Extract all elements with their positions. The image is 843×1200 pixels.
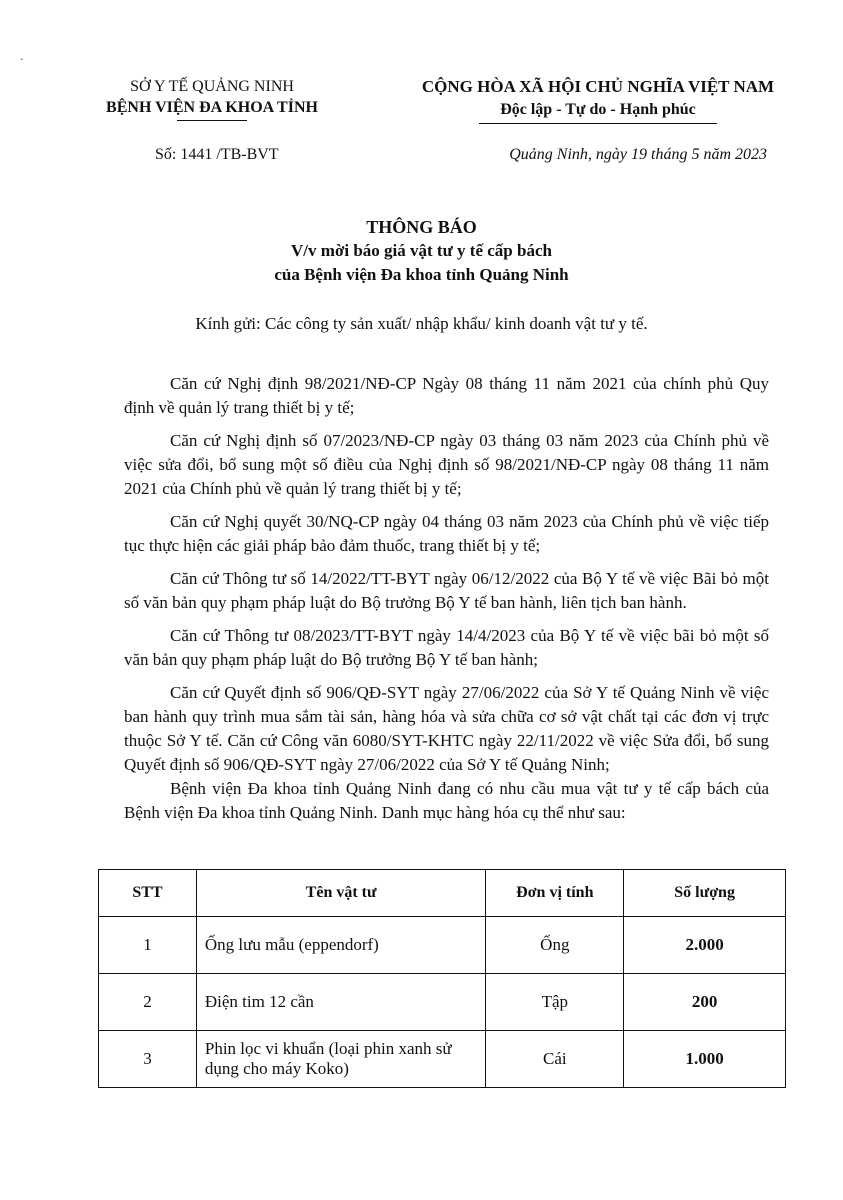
document-date: Quảng Ninh, ngày 19 tháng 5 năm 2023 bbox=[509, 146, 767, 163]
table-row bbox=[99, 974, 786, 1031]
paragraph: Căn cứ Quyết định số 906/QĐ-SYT ngày 27/06/2022 của Sở Y tế Quảng Ninh về việc ban hành quy trình mua sắm tài sản, hàng hóa và sửa chữa cơ sở vật chất tại các đơn vị trực thuộc Sở Y tế. Căn cứ Công văn 6080/SYT-KHTC ngày 22/11/2022 về việc Sửa đổi, bổ sung Quyết định số 906/QĐ-SYT ngày 27/06/2022 của Sở Y tế Quảng Ninh; bbox=[124, 683, 769, 774]
cell-quantity: 200 bbox=[624, 974, 786, 1031]
paragraph: Căn cứ Nghị định số 07/2023/NĐ-CP ngày 03 tháng 03 năm 2023 của Chính phủ về việc sửa đổi, bổ sung một số điều của Nghị định số 98/2021/NĐ-CP ngày 08 tháng 11 năm 2021 của Chính phủ về quản lý trang thiết bị y tế; bbox=[124, 431, 769, 498]
title-subject-1: V/v mời báo giá vật tư y tế cấp bách bbox=[291, 241, 552, 260]
national-header bbox=[398, 76, 798, 124]
title-main: THÔNG BÁO bbox=[366, 217, 477, 237]
cell-quantity: 2.000 bbox=[624, 917, 786, 974]
recipient-line: Kính gửi: Các công ty sản xuất/ nhập khẩu/ kinh doanh vật tư y tế. bbox=[195, 314, 648, 333]
header-unit: Đơn vị tính bbox=[486, 870, 624, 917]
paragraph: Bệnh viện Đa khoa tỉnh Quảng Ninh đang có nhu cầu mua vật tư y tế cấp bách của Bệnh viện Đa khoa tỉnh Quảng Ninh. Danh mục hàng hóa cụ thể như sau: bbox=[124, 779, 769, 822]
cell-item-name: Phin lọc vi khuẩn (loại phin xanh sử dụng cho máy Koko) bbox=[196, 1031, 486, 1088]
document-number: Số: 1441 /TB-BVT bbox=[155, 146, 279, 163]
cell-unit: Ống bbox=[486, 917, 624, 974]
header-item-name: Tên vật tư bbox=[196, 870, 486, 917]
title-subject-2: của Bệnh viện Đa khoa tỉnh Quảng Ninh bbox=[274, 265, 569, 284]
header-stt: STT bbox=[99, 870, 197, 917]
paragraph: Căn cứ Nghị quyết 30/NQ-CP ngày 04 tháng 03 năm 2023 của Chính phủ về việc tiếp tục thực hiện các giải pháp bảo đảm thuốc, trang thiết bị y tế; bbox=[124, 512, 769, 555]
table-header-row bbox=[99, 870, 786, 917]
document-title bbox=[0, 215, 843, 287]
org-line-1: SỞ Y TẾ QUẢNG NINH bbox=[130, 78, 294, 95]
nation-line-1: CỘNG HÒA XÃ HỘI CHỦ NGHĨA VIỆT NAM bbox=[421, 77, 775, 96]
cell-stt: 1 bbox=[99, 917, 197, 974]
org-underline bbox=[177, 120, 247, 121]
paragraph: Căn cứ Nghị định 98/2021/NĐ-CP Ngày 08 tháng 11 năm 2021 của chính phủ Quy định về quản lý trang thiết bị y tế; bbox=[124, 374, 769, 417]
org-line-2: BỆNH VIỆN ĐA KHOA TỈNH bbox=[106, 99, 318, 116]
paragraph: Căn cứ Thông tư 08/2023/TT-BYT ngày 14/4/2023 của Bộ Y tế về việc bãi bỏ một số văn bản quy phạm pháp luật do Bộ trưởng Bộ Y tế ban hành; bbox=[124, 626, 769, 669]
cell-item-name: Điện tim 12 cần bbox=[196, 974, 486, 1031]
cell-item-name: Ống lưu mẫu (eppendorf) bbox=[196, 917, 486, 974]
items-table bbox=[98, 869, 786, 1088]
issuing-organization bbox=[92, 76, 332, 121]
cell-unit: Cái bbox=[486, 1031, 624, 1088]
motto-underline bbox=[479, 123, 717, 124]
nation-motto: Độc lập - Tự do - Hạnh phúc bbox=[500, 101, 696, 118]
table-row bbox=[99, 917, 786, 974]
header-quantity: Số lượng bbox=[624, 870, 786, 917]
cell-stt: 2 bbox=[99, 974, 197, 1031]
paragraph: Căn cứ Thông tư số 14/2022/TT-BYT ngày 06/12/2022 của Bộ Y tế về việc Bãi bỏ một số văn bản quy phạm pháp luật do Bộ trưởng Bộ Y tế ban hành, liên tịch ban hành. bbox=[124, 569, 769, 612]
cell-unit: Tập bbox=[486, 974, 624, 1031]
cell-quantity: 1.000 bbox=[624, 1031, 786, 1088]
document-body bbox=[124, 372, 769, 825]
scan-mark: ˇ bbox=[20, 58, 24, 69]
table-row bbox=[99, 1031, 786, 1088]
cell-stt: 3 bbox=[99, 1031, 197, 1088]
